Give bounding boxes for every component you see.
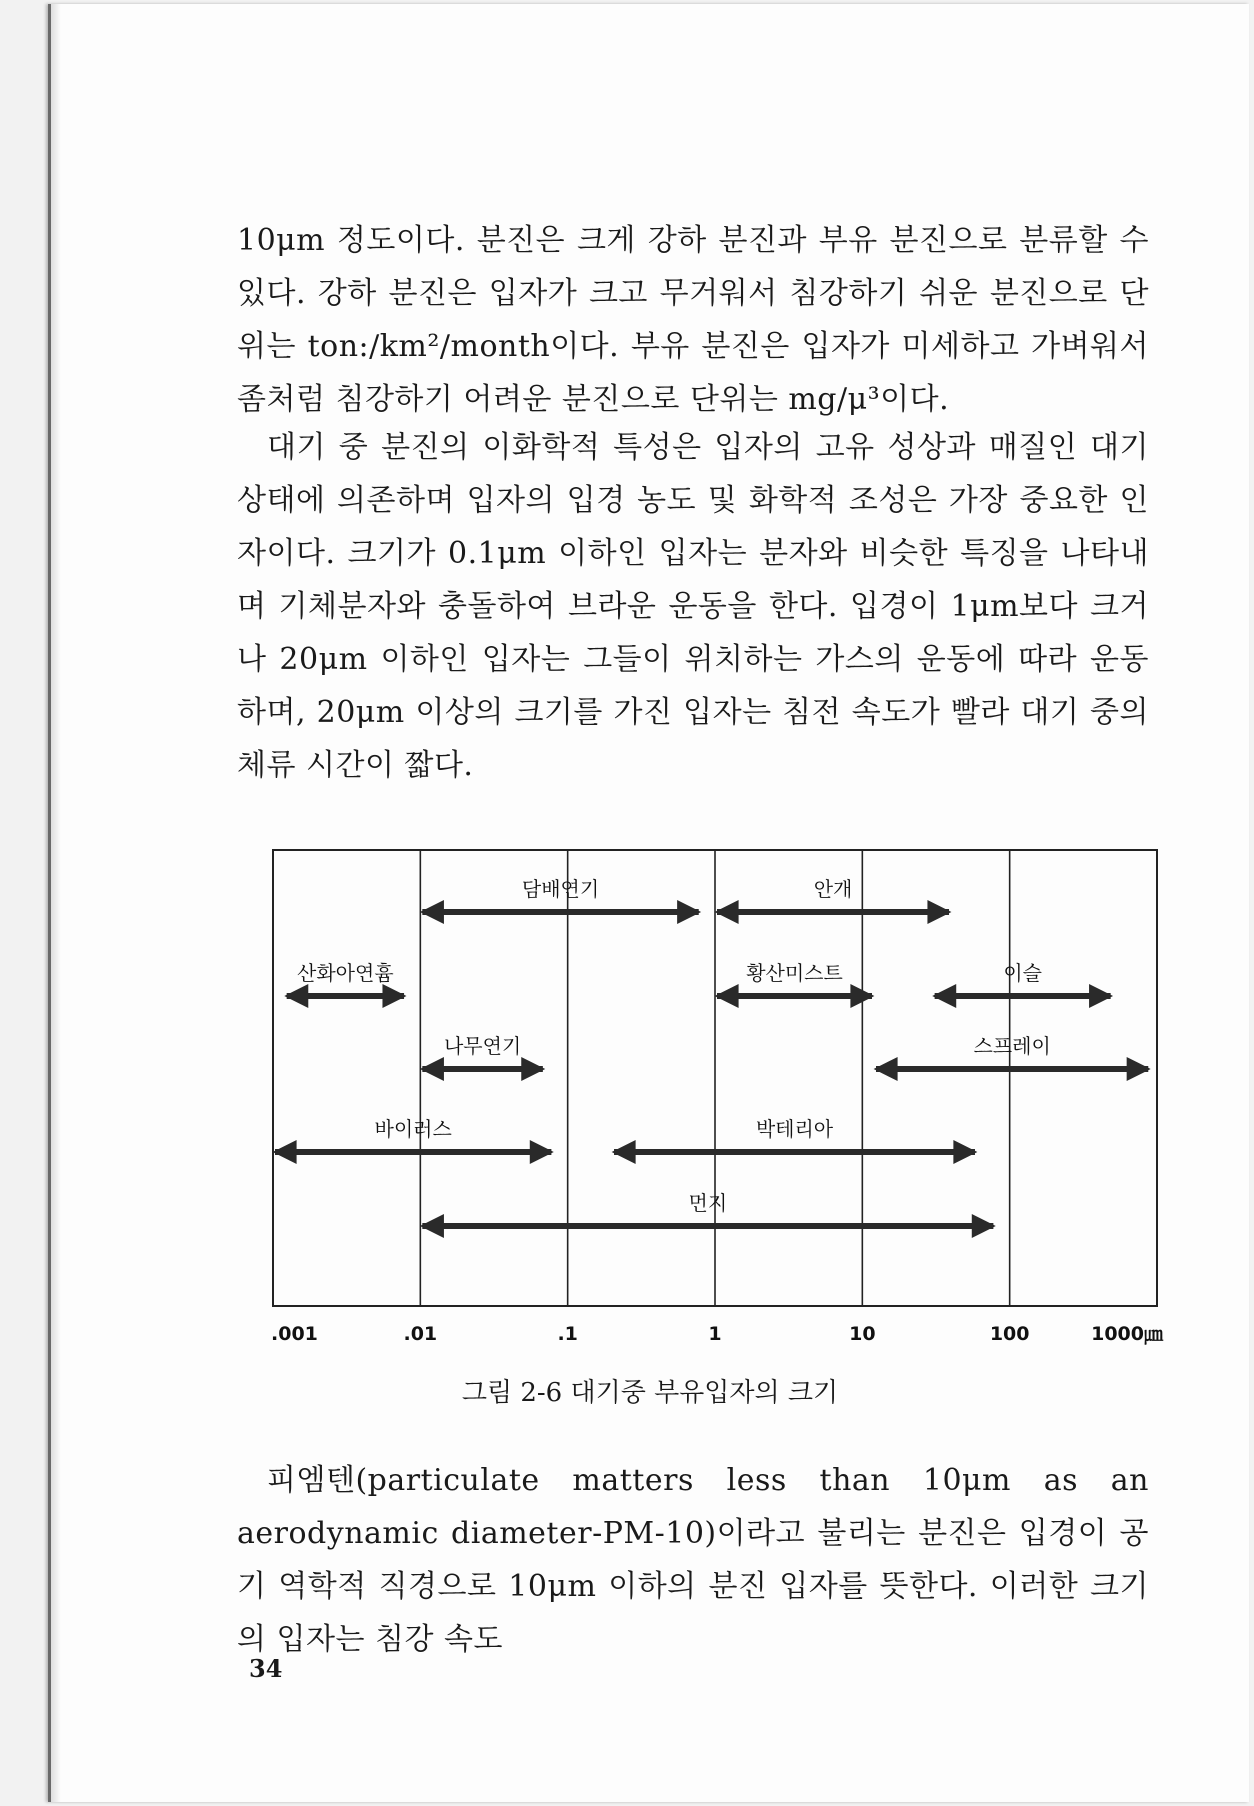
figure-caption: 그림 2-6 대기중 부유입자의 크기 <box>461 1378 839 1408</box>
range-1 <box>422 877 698 912</box>
range-label: 산화아연흄 <box>297 961 394 985</box>
range-2 <box>935 961 1111 996</box>
tick-labels <box>271 1323 1164 1345</box>
range-2 <box>717 961 872 996</box>
range-label: 바이러스 <box>374 1117 452 1141</box>
range-label: 안개 <box>813 877 853 901</box>
grid-lines <box>420 850 1009 1306</box>
x-tick-label: 10 <box>849 1323 876 1345</box>
range-label: 나무연기 <box>443 1034 522 1058</box>
range-3 <box>422 1034 543 1069</box>
range-label: 먼지 <box>688 1191 728 1215</box>
range-2 <box>287 961 404 996</box>
range-3 <box>876 1034 1148 1069</box>
x-tick-label: .1 <box>557 1323 578 1345</box>
particle-size-chart <box>223 834 1173 1354</box>
paragraph-2: 대기 중 분진의 이화학적 특성은 입자의 고유 성상과 매질인 대기 상태에 의존하며 입자의 입경 농도 및 화학적 조성은 가장 중요한 인자이다. 크기가 0.1μm 이하인 입자는 분자와 비슷한 특징을 나타내며 기체분자와 충돌하여 브라운 운동을 한다. 입경이 1μm보다 크거나 20μm 이하인 입자는 그들이 위치하는 가스의 운동에 따라 운동하며, 20μm 이상의 크기를 가진 입자는 침전 속도가 빨라 대기 중의 체류 시간이 짧다. <box>237 430 1149 783</box>
x-tick-label: .01 <box>403 1323 438 1345</box>
range-4 <box>614 1117 975 1152</box>
range-label: 담배연기 <box>521 877 600 901</box>
range-4 <box>275 1117 551 1152</box>
range-label: 이슬 <box>1003 961 1042 985</box>
page-number: 34 <box>249 1654 283 1683</box>
book-page <box>48 4 1249 1802</box>
spine-shadow <box>51 4 61 1802</box>
range-label: 황산미스트 <box>746 961 843 985</box>
range-5 <box>422 1191 993 1226</box>
range-arrows <box>275 877 1148 1226</box>
range-1 <box>717 877 949 912</box>
x-tick-label: 1000㎛ <box>1091 1323 1163 1345</box>
range-label: 스프레이 <box>973 1034 1051 1058</box>
range-label: 박테리아 <box>755 1117 834 1141</box>
x-tick-label: 100 <box>989 1323 1030 1345</box>
x-tick-label: .001 <box>271 1323 318 1345</box>
paragraph-3: 피엠텐(particulate matters less than 10μm as an aerodynamic diameter-PM-10)이라고 불리는 분진은 입경이 공기 역학적 직경으로 10μm 이하의 분진 입자를 뜻한다. 이러한 크기의 입자는 침강 속도 <box>237 1463 1149 1657</box>
paragraph-1: 10μm 정도이다. 분진은 크게 강하 분진과 부유 분진으로 분류할 수 있다. 강하 분진은 입자가 크고 무거워서 침강하기 쉬운 분진으로 단위는 ton:/km²/month이다. 부유 분진은 입자가 미세하고 가벼워서 좀처럼 침강하기 어려운 분진으로 단위는 mg/μ³이다. <box>237 223 1149 417</box>
x-tick-label: 1 <box>708 1323 722 1345</box>
